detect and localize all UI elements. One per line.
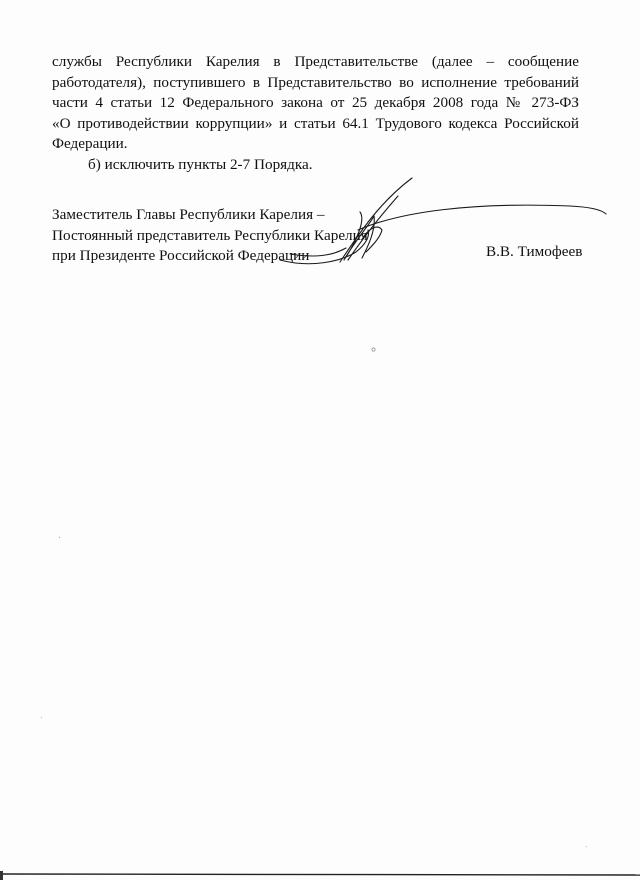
signatory-position-line: Заместитель Главы Республики Карелия –: [52, 206, 325, 223]
scan-speck: [585, 845, 588, 848]
signatory-position: [52, 205, 368, 267]
item-b-text: б) исключить пункты 2-7 Порядка.: [88, 155, 313, 173]
paragraph-line: Федерации.: [52, 135, 128, 152]
document-body: [52, 52, 579, 175]
paragraph-line: части 4 статьи 12 Федерального закона от 25 декабря 2008 года № 273-ФЗ: [52, 94, 579, 111]
paragraph-line: службы Республики Карелия в Представительстве (далее – сообщение: [52, 53, 579, 70]
paragraph-line: работодателя), поступившего в Представительство во исполнение требований: [52, 73, 579, 91]
paragraph-line: «О противодействии коррупции» и статьи 64.1 Трудового кодекса Российской: [52, 114, 579, 132]
scan-speck: [40, 716, 43, 719]
scan-speck: [371, 347, 376, 352]
scan-speck: [58, 536, 61, 539]
signatory-position-line: Постоянный представитель Республики Карелия: [52, 226, 368, 244]
scan-bottom-edge: [0, 871, 640, 880]
signatory-name: В.В. Тимофеев: [486, 243, 583, 260]
signatory-position-line: при Президенте Российской Федерации: [52, 247, 310, 264]
